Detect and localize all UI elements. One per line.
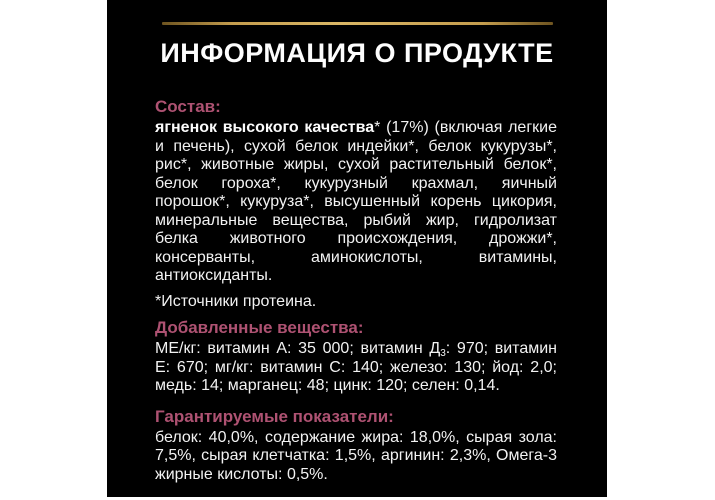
guaranteed-heading: Гарантируемые показатели:: [155, 406, 394, 426]
composition-section: [155, 97, 557, 311]
additives-text-after-subscript: : 970; витамин Е: 670; мг/кг: витамин С: 140; железо: 130; йод: 2,0; медь: 14; марганец: 48; цинк: 120; селен: 0,14.: [155, 340, 558, 394]
product-info-panel: [107, 0, 607, 497]
vitamin-d3-subscript: 3: [440, 348, 446, 359]
guaranteed-text: белок: 40,0%, содержание жира: 18,0%, сырая зола: 7,5%, сырая клетчатка: 1,5%, аргинин: 2,3%, Омега-3 жирные кислоты: 0,5%.: [155, 428, 557, 483]
additives-section: [155, 318, 557, 396]
composition-heading: Состав:: [155, 97, 221, 116]
additives-text: [155, 340, 557, 396]
composition-lead-ingredient: ягненок высокого качества: [155, 119, 375, 136]
composition-text: [155, 119, 557, 286]
page-title: ИНФОРМАЦИЯ О ПРОДУКТЕ: [160, 38, 554, 68]
additives-text-before-subscript: МЕ/кг: витамин А: 35 000; витамин Д: [155, 340, 441, 357]
guaranteed-section: [155, 407, 557, 485]
gold-divider: [162, 22, 553, 25]
additives-heading: Добавленные вещества:: [155, 318, 364, 337]
product-info-content: [107, 97, 607, 484]
protein-sources-footnote: *Источники протеина.: [155, 292, 317, 310]
composition-body-text: * (17%) (включая легкие и печень), сухой белок индейки*, белок кукурузы*, рис*, животные жиры, сухой растительный белок*, белок гороха*, кукурузный крахмал, яичный порошок*, кукуруза*, высушенный корень цикория, минеральные вещества, рыбий жир, гидролизат белка животного происхождения, дрожжи*, консерванты, аминокислоты, витамины, антиоксиданты.: [155, 119, 558, 284]
